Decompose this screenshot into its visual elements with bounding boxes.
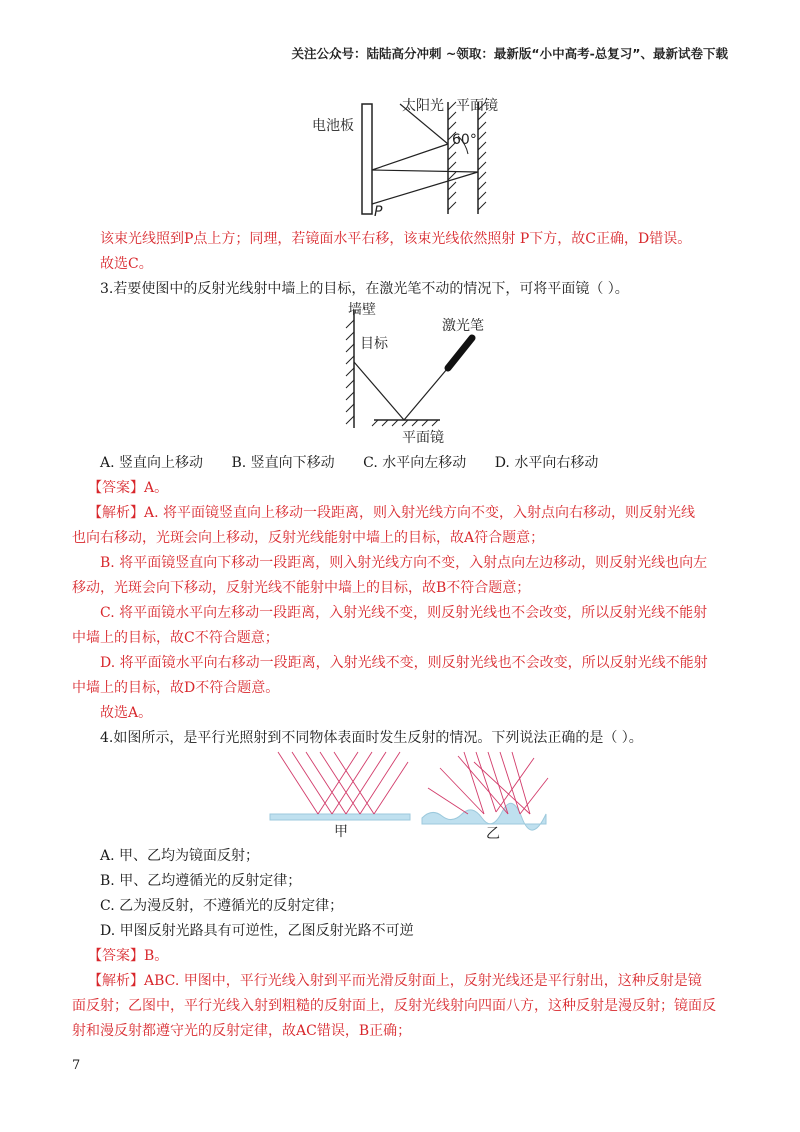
q3-analysis-8: 中墙上的目标，故D不符合题意。 <box>72 680 280 696</box>
q3-analysis-5: C. 将平面镜水平向左移动一段距离，入射光线不变，则反射光线也不会改变，所以反射光线不能射 <box>100 605 708 621</box>
page-number: 7 <box>72 1058 81 1073</box>
reflected-ray <box>354 362 404 420</box>
q3-options <box>100 453 622 473</box>
prev-answer-line1: 该束光线照到P点上方；同理，若镜面水平右移，该束光线依然照射 P下方，故C正确，D错误。 <box>100 231 692 247</box>
sun-label: 太阳光 <box>402 98 444 114</box>
q3-analysis-6: 中墙上的目标，故C不符合题意； <box>72 630 279 646</box>
diffuse-rays <box>428 752 548 814</box>
q4-answer: 【答案】B。 <box>88 948 169 964</box>
q4-question: 4.如图所示，是平行光照射到不同物体表面时发生反射的情况。下列说法正确的是（ ）。 <box>100 730 643 746</box>
q3-analysis-7: D. 将平面镜水平向右移动一段距离，入射光线不变，则反射光线也不会改变，所以反射光线不能射 <box>100 655 708 671</box>
q4-option-d: D. 甲图反射光路具有可逆性，乙图反射光路不可逆 <box>100 923 414 939</box>
q3-analysis-4: 移动，光斑会向下移动，反射光线不能射中墙上的目标，故B不符合题意； <box>72 580 531 596</box>
point-p-label: P <box>374 204 383 220</box>
reflection-figure <box>268 748 558 840</box>
target-label: 目标 <box>360 336 388 352</box>
q3-question: 3.若要使图中的反射光线射中墙上的目标，在激光笔不动的情况下，可将平面镜（ ）。 <box>100 281 629 297</box>
q4-analysis-1: 【解析】ABC. 甲图中，平行光线入射到平而光滑反射面上，反射光线还是平行射出，这种反射是镜 <box>88 973 702 989</box>
q3-option-c: C. 水平向左移动 <box>363 455 467 471</box>
battery-panel-label: 电池板 <box>312 118 354 134</box>
page-header: 关注公众号：陆陆高分冲刺 ~领取：最新版“小中高考-总复习”、最新试卷下载 <box>291 46 728 61</box>
q3-answer: 【答案】A。 <box>88 480 169 496</box>
q3-analysis-2: 也向右移动，光斑会向上移动，反射光线能射中墙上的目标，故A符合题意； <box>72 530 545 546</box>
q4-option-b: B. 甲、乙均遵循光的反射定律； <box>100 873 302 889</box>
laser-label: 激光笔 <box>442 318 484 334</box>
specular-rays <box>278 752 408 814</box>
q3-analysis-1: 【解析】A. 将平面镜竖直向上移动一段距离，则入射光线方向不变，入射点向右移动，则反射光线 <box>88 505 696 521</box>
laser-pen <box>448 338 472 368</box>
label-yi: 乙 <box>486 826 500 840</box>
laser-mirror-figure <box>330 300 530 445</box>
battery-panel <box>362 104 372 214</box>
q4-option-a: A. 甲、乙均为镜面反射； <box>100 848 260 864</box>
smooth-surface <box>270 814 410 820</box>
label-jia: 甲 <box>334 824 348 840</box>
q3-option-a: A. 竖直向上移动 <box>100 455 204 471</box>
angle-label: 60° <box>452 132 477 148</box>
q3-analysis-3: B. 将平面镜竖直向下移动一段距离，则入射光线方向不变，入射点向左边移动，则反射光线也向左 <box>100 555 708 571</box>
q4-analysis-2: 面反射；乙图中，平行光线入射到粗糙的反射面上，反射光线射向四面八方，这种反射是漫反射；镜面反 <box>72 998 716 1014</box>
q3-option-d: D. 水平向右移动 <box>494 455 599 471</box>
floor-mirror-label: 平面镜 <box>402 430 444 445</box>
mirror-hatch <box>448 102 456 210</box>
q3-analysis-9: 故选A。 <box>100 705 153 721</box>
mirror-label: 平面镜 <box>456 98 498 114</box>
q4-option-c: C. 乙为漫反射，不遵循光的反射定律； <box>100 898 344 914</box>
solar-mirror-figure <box>290 92 530 222</box>
rough-surface <box>422 803 546 830</box>
q3-option-b: B. 竖直向下移动 <box>231 455 335 471</box>
prev-answer-line2: 故选C。 <box>100 256 153 272</box>
q4-analysis-3: 射和漫反射都遵守光的反射定律，故AC错误，B正确； <box>72 1023 412 1039</box>
wall-label: 墙壁 <box>348 302 376 318</box>
